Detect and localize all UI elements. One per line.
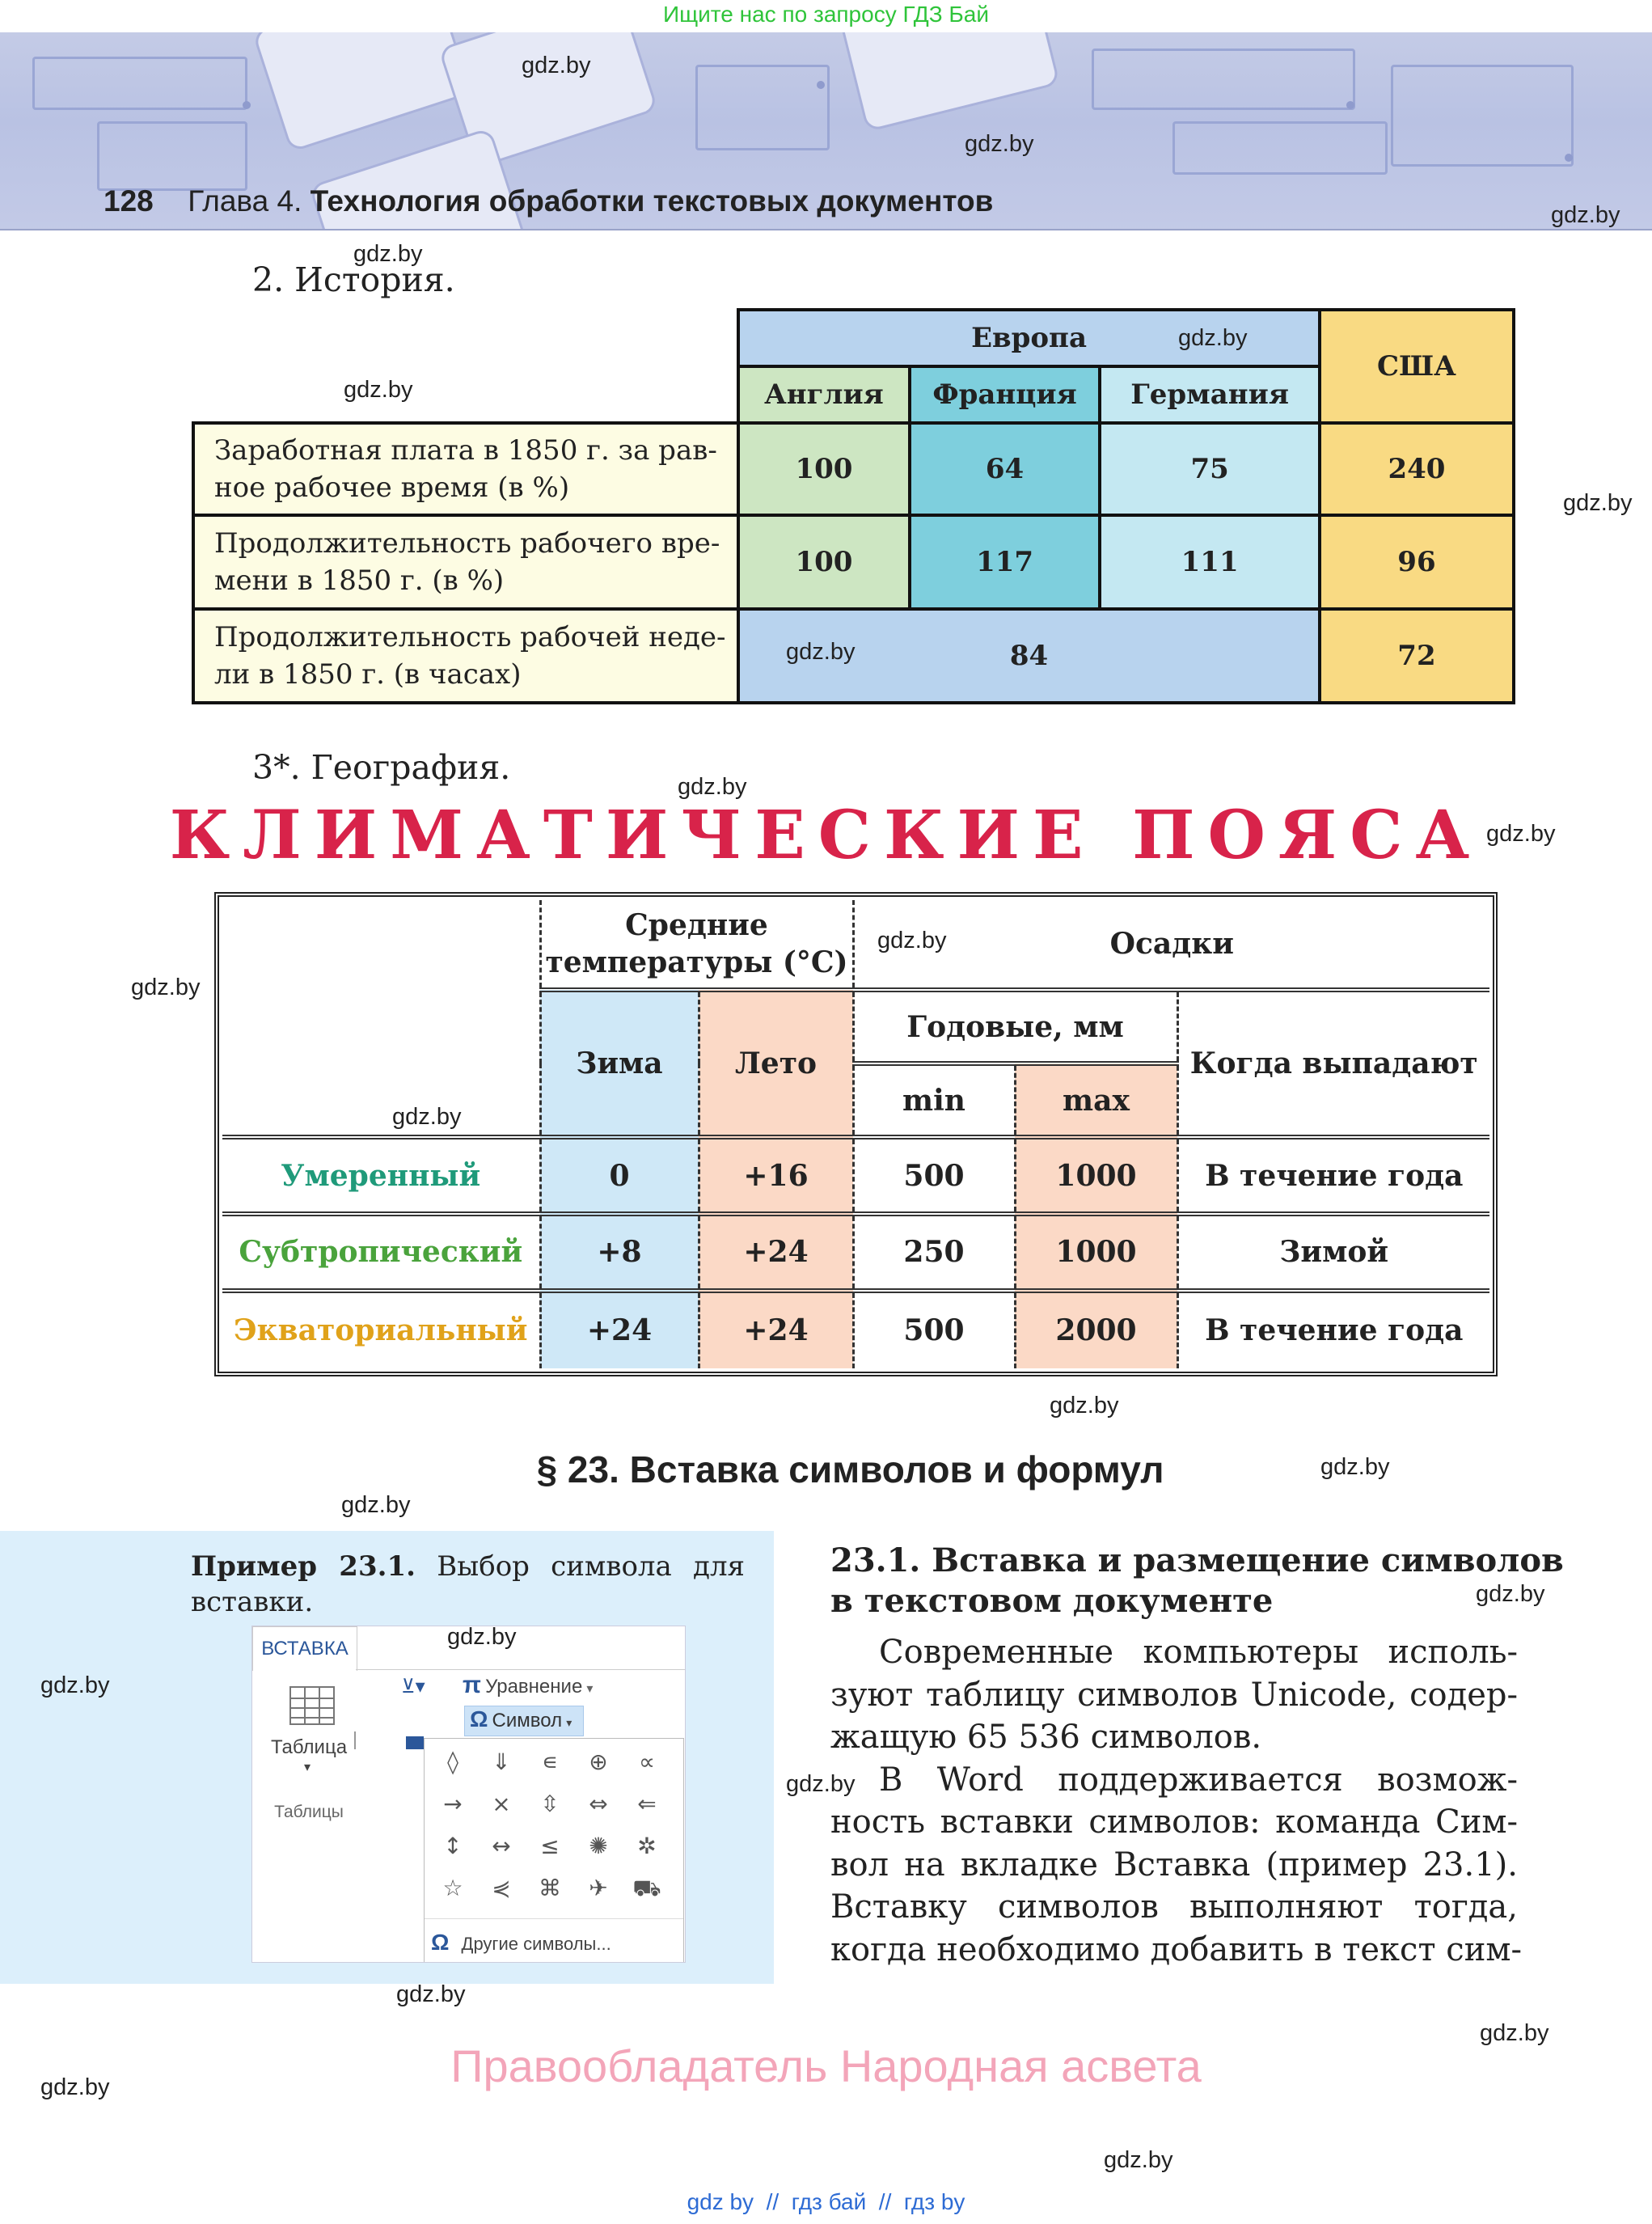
section-heading-history: 2. История. bbox=[252, 260, 455, 299]
cell: +24 bbox=[699, 1291, 853, 1368]
symbol-cell[interactable]: ↕ bbox=[443, 1833, 463, 1859]
header-rule bbox=[0, 229, 1652, 230]
cell: +24 bbox=[699, 1214, 853, 1291]
watermark: gdz.by bbox=[40, 2074, 110, 2100]
cell: +8 bbox=[540, 1214, 699, 1291]
climate-table bbox=[222, 900, 1489, 1368]
table-row bbox=[222, 1214, 1489, 1291]
zone-label: Субтропический bbox=[222, 1214, 540, 1291]
symbol-cell[interactable]: ⇓ bbox=[492, 1748, 511, 1775]
cell: В течение года bbox=[1205, 1313, 1464, 1348]
watermark: gdz.by bbox=[1480, 2020, 1549, 2046]
symbol-dropdown bbox=[424, 1738, 684, 1963]
watermark: gdz.by bbox=[786, 639, 856, 665]
zone-label: Экваториальный bbox=[222, 1291, 540, 1368]
watermark: gdz.by bbox=[1476, 1581, 1545, 1607]
watermark: gdz.by bbox=[353, 241, 423, 267]
cell: 111 bbox=[1100, 515, 1320, 609]
equation-button[interactable]: π Уравнение ▾ bbox=[463, 1672, 594, 1698]
more-symbols-label: Другие символы... bbox=[461, 1934, 611, 1954]
chapter-prefix: Глава 4. bbox=[188, 184, 302, 218]
top-banner: Ищите нас по запросу ГДЗ Бай bbox=[662, 2, 990, 27]
header-europe: Европа bbox=[738, 310, 1320, 366]
watermark: gdz.by bbox=[341, 1492, 411, 1518]
footer-links[interactable]: gdz by // гдз бай // гдз by bbox=[687, 2189, 965, 2214]
cell: 240 bbox=[1320, 423, 1514, 515]
page-header bbox=[104, 184, 993, 218]
watermark: gdz.by bbox=[396, 1981, 466, 2007]
annual-header: Годовые, мм bbox=[853, 990, 1177, 1063]
row-label-line: мени в 1850 г. (в %) bbox=[214, 564, 505, 597]
cell: Зимой bbox=[1177, 1214, 1489, 1291]
equation-label: Уравнение bbox=[485, 1676, 583, 1698]
cell: 64 bbox=[910, 423, 1101, 515]
header-germany: Германия bbox=[1100, 366, 1320, 423]
symbol-cell[interactable]: ↔ bbox=[492, 1833, 511, 1859]
watermark: gdz.by bbox=[344, 377, 413, 403]
watermark: gdz.by bbox=[392, 1104, 462, 1130]
chapter-title: Технология обработки текстовых документов bbox=[310, 184, 994, 218]
example-caption bbox=[191, 1549, 745, 1620]
cell: 1000 bbox=[1015, 1137, 1177, 1214]
max-header: max bbox=[1015, 1063, 1177, 1137]
body-line: когда необходимо добавить в текст сим- bbox=[830, 1931, 1522, 1968]
watermark: gdz.by bbox=[965, 131, 1034, 157]
watermark: gdz.by bbox=[1486, 821, 1556, 847]
symbol-cell[interactable]: ✈ bbox=[589, 1875, 608, 1901]
symbol-cell[interactable]: → bbox=[443, 1791, 463, 1817]
watermark: gdz.by bbox=[1178, 325, 1248, 351]
symbol-button[interactable]: Ω Символ ▾ bbox=[464, 1706, 584, 1736]
table-row bbox=[193, 515, 1514, 609]
watermark: gdz.by bbox=[1563, 490, 1633, 516]
cell: 84 bbox=[738, 609, 1320, 703]
row-label-line: ное рабочее время (в %) bbox=[214, 471, 570, 504]
row-label-line: Продолжительность рабочей неде- bbox=[214, 621, 726, 653]
watermark: gdz.by bbox=[1551, 202, 1620, 228]
table-row bbox=[222, 1137, 1489, 1214]
watermark: gdz.by bbox=[131, 975, 201, 1000]
watermark: gdz.by bbox=[678, 774, 747, 800]
cell: 117 bbox=[910, 515, 1101, 609]
symbol-cell[interactable]: ☆ bbox=[442, 1875, 463, 1901]
min-header: min bbox=[853, 1063, 1015, 1137]
cell: 2000 bbox=[1015, 1291, 1177, 1368]
cell: 75 bbox=[1100, 423, 1320, 515]
cell: 250 bbox=[853, 1214, 1015, 1291]
cell: +24 bbox=[540, 1291, 699, 1368]
subheading-line: в текстовом документе bbox=[830, 1582, 1274, 1620]
rights-holder: Правообладатель Народная асвета bbox=[450, 2040, 1202, 2091]
watermark: gdz.by bbox=[40, 1672, 110, 1698]
more-symbols-item[interactable] bbox=[431, 1930, 674, 1956]
cell: 72 bbox=[1320, 609, 1514, 703]
body-line: вол на вкладке Вставка (пример 23.1). bbox=[830, 1846, 1518, 1884]
winter-header: Зима bbox=[540, 990, 699, 1137]
temp-header-line: Средние bbox=[625, 908, 768, 943]
chevron-down-icon: ▾ bbox=[304, 1761, 311, 1774]
row-label-line: Заработная плата в 1850 г. за рав- bbox=[214, 434, 717, 467]
body-line: ность вставки символов: команда Сим- bbox=[830, 1803, 1518, 1841]
group-label-tables: Таблицы bbox=[274, 1803, 344, 1821]
cell: 500 bbox=[853, 1137, 1015, 1214]
chart-icon: ⊻▾ bbox=[401, 1676, 425, 1698]
table-icon bbox=[289, 1686, 335, 1725]
example-label: Пример 23.1. bbox=[191, 1550, 416, 1583]
subheading-line: 23.1. Вставка и размещение символов bbox=[830, 1541, 1564, 1579]
symbol-cell[interactable]: ∊ bbox=[541, 1748, 559, 1775]
table-button[interactable] bbox=[268, 1683, 349, 1796]
watermark: gdz.by bbox=[877, 928, 947, 953]
climate-title: КЛИМАТИЧЕСКИЕ ПОЯСА bbox=[169, 797, 1483, 874]
zone-label: Умеренный bbox=[222, 1137, 540, 1214]
cell: 1000 bbox=[1015, 1214, 1177, 1291]
precip-header: Осадки bbox=[853, 900, 1489, 990]
symbol-cell[interactable]: ⋞ bbox=[492, 1875, 511, 1901]
example-text-line2: вставки. bbox=[191, 1586, 314, 1618]
symbol-cell[interactable]: ⌘ bbox=[539, 1875, 561, 1901]
cell: 0 bbox=[540, 1137, 699, 1214]
temp-header-line: температуры (°C) bbox=[545, 945, 848, 980]
paragraph-title: § 23. Вставка символов и формул bbox=[536, 1448, 1164, 1490]
symbol-cell[interactable]: ≤ bbox=[540, 1833, 560, 1859]
table-row bbox=[193, 423, 1514, 515]
symbol-cell[interactable]: ✲ bbox=[637, 1833, 657, 1859]
cell: 500 bbox=[853, 1291, 1015, 1368]
omega-icon: Ω bbox=[431, 1930, 450, 1955]
cell: В течение года bbox=[1177, 1137, 1489, 1214]
body-line: жащую 65 536 символов. bbox=[830, 1719, 1262, 1756]
body-line: В Word поддерживается возмож- bbox=[879, 1761, 1518, 1799]
symbol-cell[interactable]: ⛟ bbox=[632, 1875, 661, 1901]
omega-icon: Ω bbox=[470, 1706, 488, 1731]
table-row bbox=[222, 1291, 1489, 1368]
watermark: gdz.by bbox=[1104, 2147, 1173, 2173]
symbol-cell[interactable]: ✺ bbox=[589, 1833, 608, 1859]
body-line: Вставку символов выполняют тогда, bbox=[830, 1888, 1518, 1926]
header-france: Франция bbox=[910, 366, 1101, 423]
symbol-cell[interactable]: ◊ bbox=[447, 1748, 458, 1775]
row-label-line: Продолжительность рабочего вре- bbox=[214, 527, 720, 560]
pi-icon: π bbox=[463, 1672, 481, 1698]
watermark: gdz.by bbox=[522, 53, 591, 78]
symbol-cell[interactable]: ⇔ bbox=[589, 1791, 608, 1817]
subheading bbox=[830, 1541, 1564, 1621]
symbol-cell[interactable]: ⇐ bbox=[637, 1791, 657, 1817]
watermark: gdz.by bbox=[1320, 1454, 1390, 1480]
cell: 100 bbox=[738, 423, 910, 515]
table-button-label: Таблица bbox=[270, 1736, 348, 1758]
cell: 96 bbox=[1320, 515, 1514, 609]
body-line: Современные компьютеры исполь- bbox=[879, 1634, 1518, 1671]
symbol-cell[interactable]: ∝ bbox=[638, 1748, 655, 1775]
body-line: зуют таблицу символов Unicode, содер- bbox=[830, 1676, 1518, 1714]
example-text: Выбор символа для bbox=[437, 1550, 746, 1583]
symbol-cell[interactable]: × bbox=[492, 1791, 511, 1817]
tab-insert[interactable]: ВСТАВКА bbox=[252, 1626, 357, 1671]
cell: 100 bbox=[738, 515, 910, 609]
when-header: Когда выпадают bbox=[1177, 990, 1489, 1137]
symbol-cell[interactable]: ⊕ bbox=[589, 1748, 608, 1775]
page-number: 128 bbox=[104, 184, 154, 218]
row-label-line: ли в 1850 г. (в часах) bbox=[214, 658, 522, 691]
ribbon-screenshot bbox=[251, 1626, 686, 1963]
header-usa: США bbox=[1320, 310, 1514, 423]
cell: +16 bbox=[699, 1137, 853, 1214]
watermark: gdz.by bbox=[1050, 1393, 1119, 1419]
watermark: gdz.by bbox=[786, 1771, 856, 1797]
symbol-label: Символ bbox=[492, 1710, 563, 1731]
section-heading-geography: 3*. География. bbox=[252, 748, 511, 787]
symbol-cell[interactable]: ⇳ bbox=[540, 1791, 560, 1817]
summer-header: Лето bbox=[699, 990, 853, 1137]
header-england: Англия bbox=[738, 366, 910, 423]
watermark: gdz.by bbox=[447, 1624, 517, 1650]
